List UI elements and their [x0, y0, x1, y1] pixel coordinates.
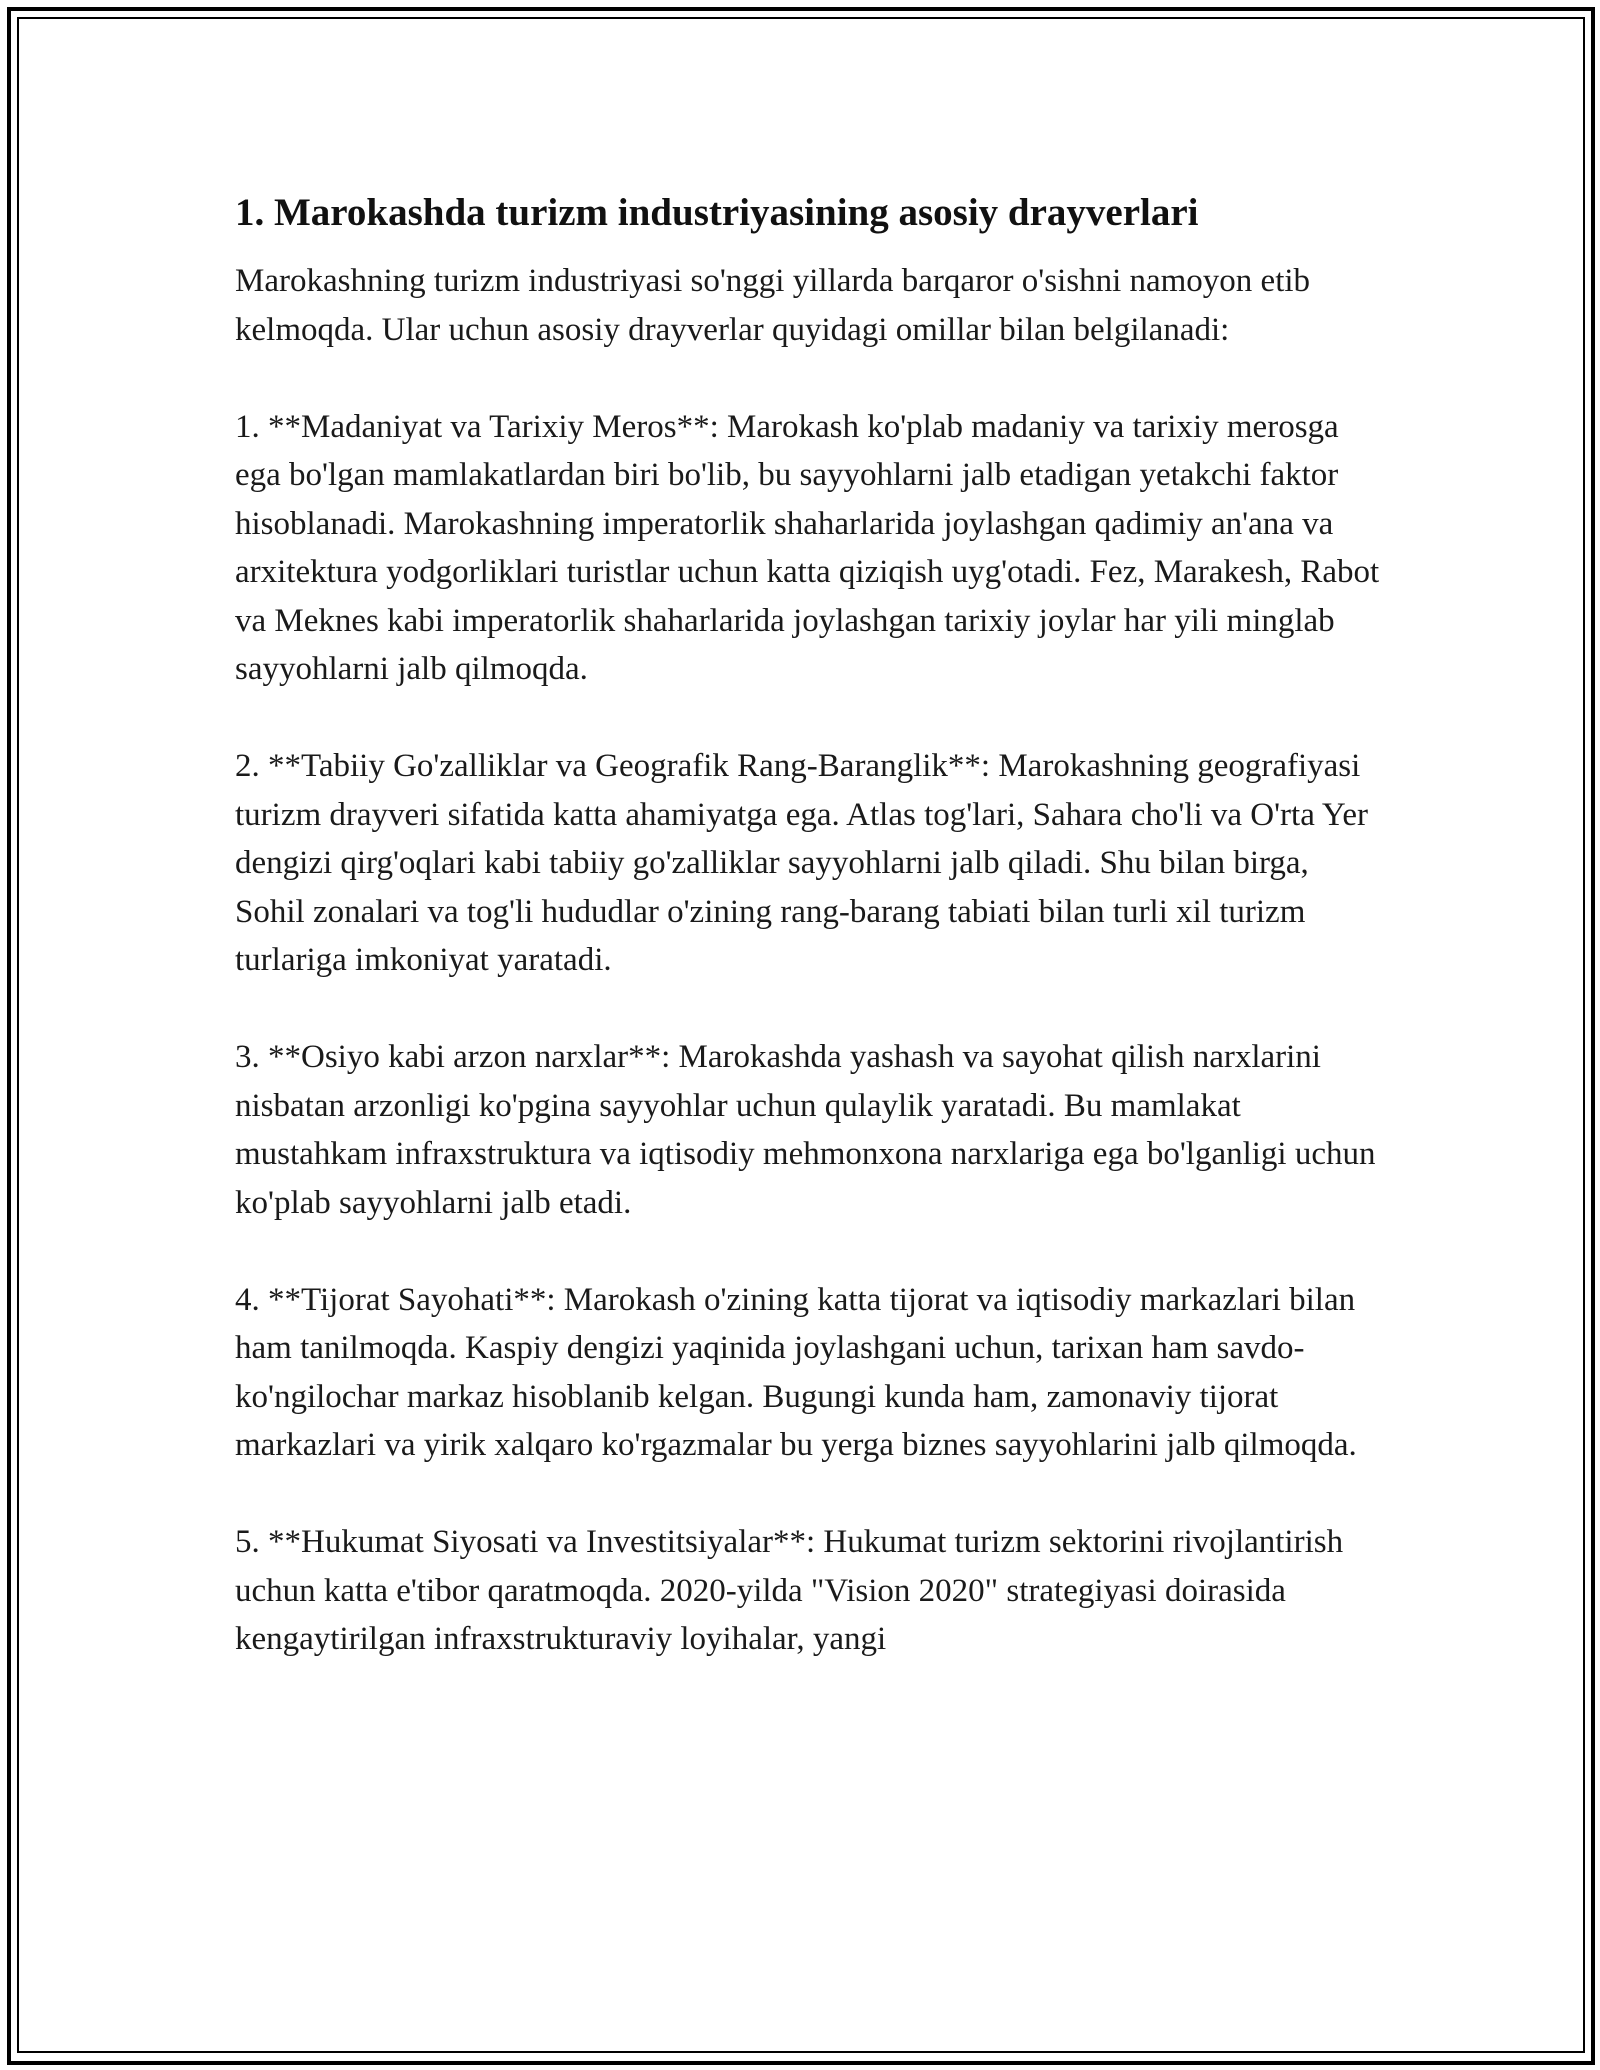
list-item-2: 2. **Tabiiy Go'zalliklar va Geografik Rang-Baranglik**: Marokashning geografiyasi turizm drayveri sifatida katta ahamiyatga ega. Atlas tog'lari, Sahara cho'li va O'rta Yer dengizi qirg'oqlari kabi tabiiy go'zalliklar sayyohlarni jalb qiladi. Shu bilan birga, Sohil zonalari va tog'li hududlar o'zining rang-barang tabiati bilan turli xil turizm turlariga imkoniyat yaratadi.	[235, 748, 1377, 978]
list-item-3: 3. **Osiyo kabi arzon narxlar**: Marokashda yashash va sayohat qilish narxlarini nisbatan arzonligi ko'pgina sayyohlar uchun qulaylik yaratadi. Bu mamlakat mustahkam infraxstruktura va iqtisodiy mehmonxona narxlariga ega bo'lganligi uchun ko'plab sayyohlarni jalb etadi.	[235, 1039, 1384, 1221]
intro-paragraph: Marokashning turizm industriyasi so'nggi yillarda barqaror o'sishni namoyon etib kelmoqda. Ular uchun asosiy drayverlar quyidagi omillar bilan belgilanadi:	[235, 263, 1319, 348]
paragraph-gap	[235, 694, 1385, 743]
document-body	[235, 185, 1388, 1664]
list-item-5: 5. **Hukumat Siyosati va Investitsiyalar**: Hukumat turizm sektorini rivojlantirish uchun katta e'tibor qaratmoqda. 2020-yilda "Vision 2020" strategiyasi doirasida kengaytirilgan infraxstrukturaviy loyihalar, yangi	[235, 1524, 1352, 1657]
paragraph-gap	[235, 1470, 1385, 1519]
paragraph-gap	[235, 985, 1385, 1034]
paragraph-gap	[235, 354, 1385, 403]
list-item-1: 1. **Madaniyat va Tarixiy Meros**: Marokash ko'plab madaniy va tarixiy merosga ega bo'lgan mamlakatlardan biri bo'lib, bu sayyohlarni jalb etadigan yetakchi faktor hisoblanadi. Marokashning imperatorlik shaharlarida joylashgan qadimiy an'ana va arxitektura yodgorliklari turistlar uchun katta qiziqish uyg'otadi. Fez, Marakesh, Rabot va Meknes kabi imperatorlik shaharlarida joylashgan tarixiy joylar har yili minglab sayyohlarni jalb qilmoqda.	[235, 408, 1388, 687]
document-title: 1. Marokashda turizm industriyasining asosiy drayverlari	[235, 191, 1199, 234]
paragraph-gap	[235, 1227, 1385, 1276]
list-item-4: 4. **Tijorat Sayohati**: Marokash o'zining katta tijorat va iqtisodiy markazlari bilan ham tanilmoqda. Kaspiy dengizi yaqinida joylashgani uchun, tarixan ham savdo-ko'ngilochar markaz hisoblanib kelgan. Bugungi kunda ham, zamonaviy tijorat markazlari va yirik xalqaro ko'rgazmalar bu yerga biznes sayyohlarini jalb qilmoqda.	[235, 1281, 1364, 1463]
